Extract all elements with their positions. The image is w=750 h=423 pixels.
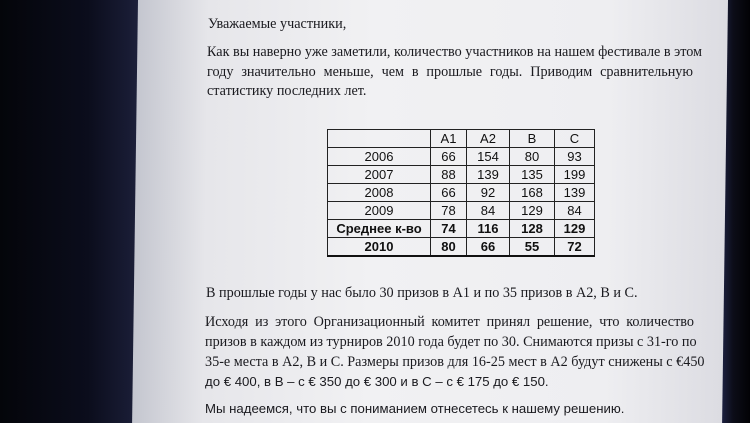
table-cell: 66	[431, 148, 467, 166]
table-cell: 84	[555, 202, 595, 220]
table-cell: 88	[431, 166, 467, 184]
row-label: 2008	[328, 184, 431, 202]
table-cell: 84	[467, 202, 510, 220]
past-prizes-text: В прошлые годы у нас было 30 призов в A1 и по 35 призов в A2, B и C.	[206, 285, 638, 301]
table-cell: 55	[510, 238, 555, 257]
table-row-2010	[328, 238, 595, 257]
intro-line-2: году значительно меньше, чем в прошлые годы. Приводим сравнительную	[207, 64, 693, 80]
header-cell-empty	[328, 130, 431, 148]
intro-line-3: статистику последних лет.	[207, 83, 367, 99]
table-cell: 66	[467, 238, 510, 257]
table-row	[328, 166, 595, 184]
table-cell: 80	[510, 148, 555, 166]
greeting: Уважаемые участники,	[208, 16, 347, 32]
table-cell: 135	[510, 166, 555, 184]
decision-line-1: Исходя из этого Организационный комитет принял решение, что количество	[205, 314, 694, 330]
table-cell: 139	[555, 184, 595, 202]
statistics-table	[327, 129, 595, 257]
table-cell: 129	[510, 202, 555, 220]
table-cell: 74	[431, 220, 467, 238]
table-cell: 78	[431, 202, 467, 220]
table-row	[328, 184, 595, 202]
decision-line-3: 35-е места в А2, В и С. Размеры призов для 16-25 мест в А2 будут снижены с €450	[205, 354, 705, 370]
table-cell: 93	[555, 148, 595, 166]
row-label: 2010	[328, 238, 431, 257]
table-cell: 168	[510, 184, 555, 202]
table-cell: 66	[431, 184, 467, 202]
row-label: 2009	[328, 202, 431, 220]
table-cell: 199	[555, 166, 595, 184]
table-row-average	[328, 220, 595, 238]
table-cell: 116	[467, 220, 510, 238]
table-cell: 128	[510, 220, 555, 238]
decision-line-2: призов в каждом из турниров 2010 года будет по 30. Снимаются призы с 31-го по	[205, 334, 697, 350]
table-row	[328, 148, 595, 166]
table-header-row	[328, 130, 595, 148]
table-cell: 72	[555, 238, 595, 257]
header-cell-a1: A1	[431, 130, 467, 148]
row-label: 2007	[328, 166, 431, 184]
table-cell: 139	[467, 166, 510, 184]
table-cell: 129	[555, 220, 595, 238]
closing-text: Мы надеемся, что вы с пониманием отнесетесь к нашему решению.	[205, 401, 625, 416]
row-label: Среднее к-во	[328, 220, 431, 238]
header-cell-c: C	[555, 130, 595, 148]
table-cell: 154	[467, 148, 510, 166]
table-row	[328, 202, 595, 220]
decision-line-4: до € 400, в В – с € 350 до € 300 и в С – с € 175 до € 150.	[205, 374, 549, 389]
header-cell-b: B	[510, 130, 555, 148]
intro-line-1: Как вы наверно уже заметили, количество участников на нашем фестивале в этом	[207, 44, 703, 60]
row-label: 2006	[328, 148, 431, 166]
table-cell: 80	[431, 238, 467, 257]
table-cell: 92	[467, 184, 510, 202]
header-cell-a2: A2	[467, 130, 510, 148]
